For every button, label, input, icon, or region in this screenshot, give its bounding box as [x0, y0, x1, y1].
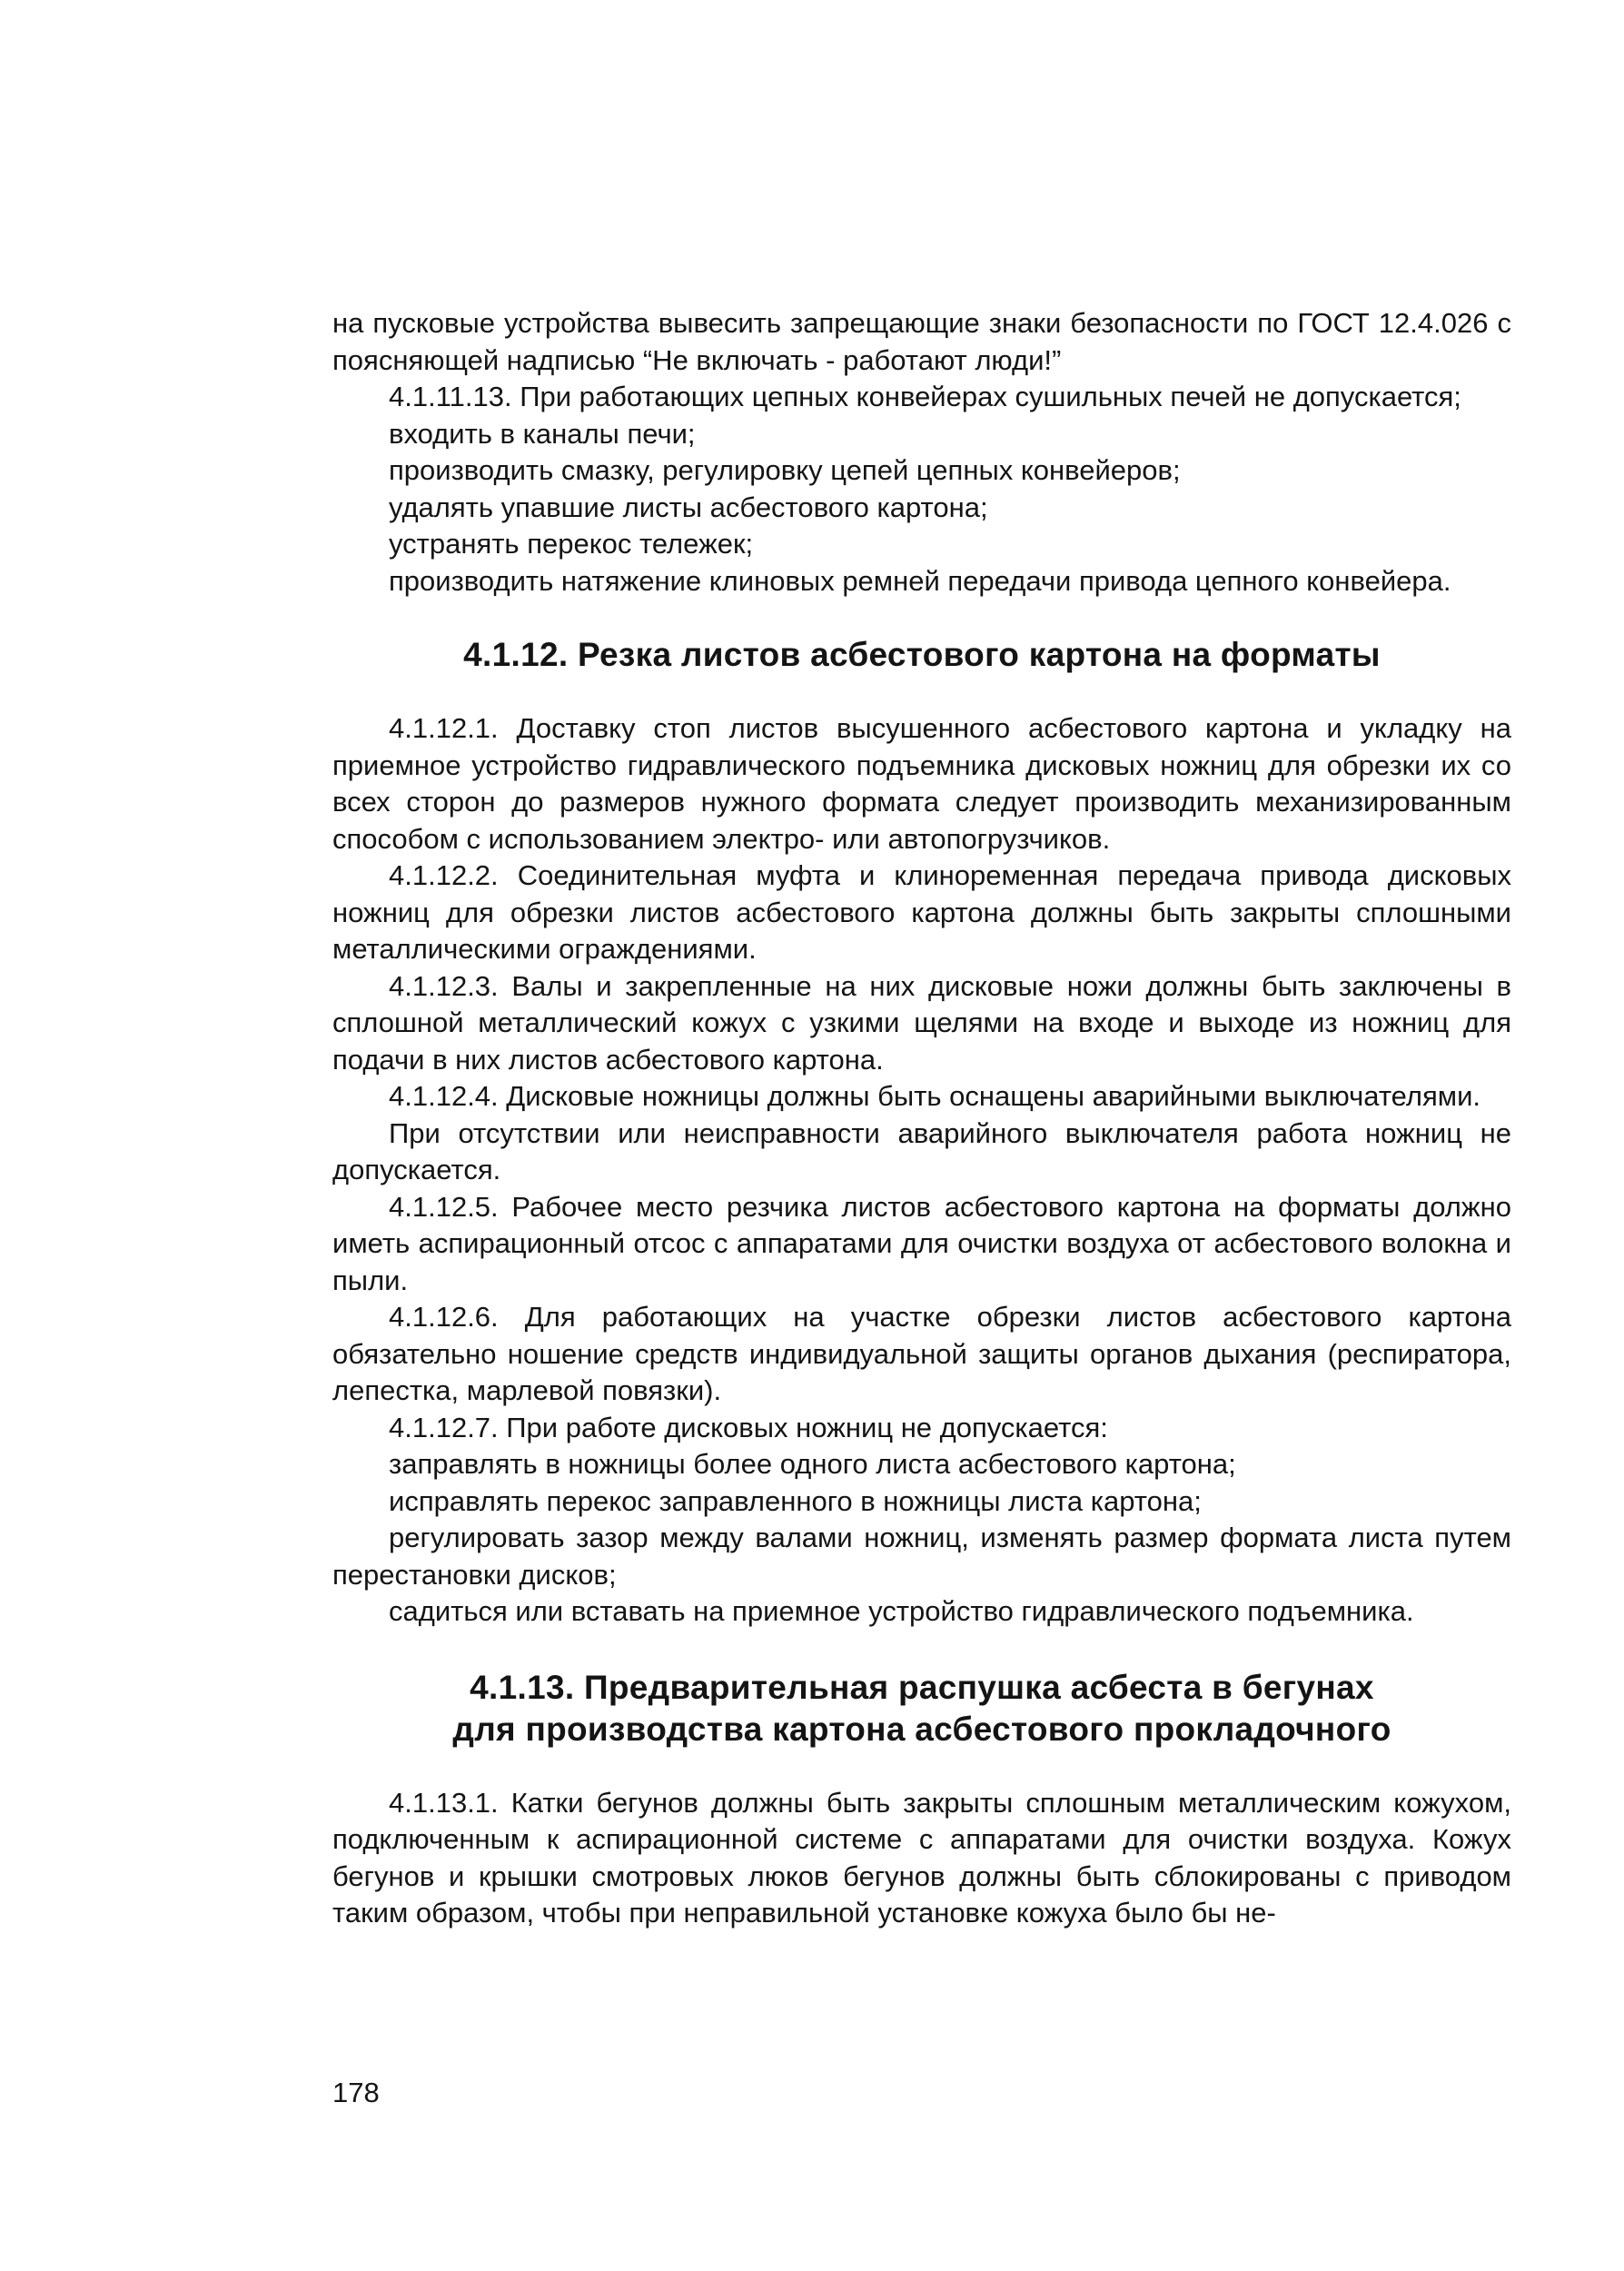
list-item: исправлять перекос заправленного в ножницы листа картона; — [389, 1484, 1202, 1517]
paragraph-continuation: на пусковые устройства вывесить запрещающие знаки безопасности по ГОСТ 12.4.026 с поясняющей надписью “Не включать - работают люди!” — [332, 307, 1511, 376]
page-number: 178 — [332, 2077, 380, 2108]
list-item: производить натяжение клиновых ремней передачи привода цепного конвейера. — [389, 564, 1451, 597]
list-item: регулировать зазор между валами ножниц, изменять размер формата листа путем перестановки дисков; — [332, 1522, 1511, 1591]
list-item: садиться или вставать на приемное устройство гидравлического подъемника. — [389, 1595, 1414, 1627]
paragraph-4-1-12-4: 4.1.12.4. Дисковые ножницы должны быть оснащены аварийными выключателями. — [389, 1080, 1480, 1112]
paragraph-4-1-11-13: 4.1.11.13. При работающих цепных конвейерах сушильных печей не допускается; — [389, 381, 1461, 412]
paragraph-4-1-12-2: 4.1.12.2. Соединительная муфта и клиноременная передача привода дисковых ножниц для обрезки листов асбестового картона должны быть закрыты сплошными металлическими ограждениями. — [332, 859, 1511, 965]
paragraph-4-1-12-1: 4.1.12.1. Доставку стоп листов высушенного асбестового картона и укладку на приемное устройство гидравлического подъемника дисковых ножниц для обрезки их со всех сторон до размеров нужного формата следует производить механизированным способом с использованием электро- или автопогрузчиков. — [332, 712, 1511, 855]
paragraph-note: При отсутствии или неисправности аварийного выключателя работа ножниц не допускается. — [332, 1116, 1511, 1185]
heading-line: 4.1.13. Предварительная распушка асбеста в бегунах — [470, 1668, 1374, 1706]
section-heading-4-1-13 — [332, 1667, 1511, 1750]
paragraph-4-1-12-3: 4.1.12.3. Валы и закрепленные на них дисковые ножи должны быть заключены в сплошной металлический кожух с узкими щелями на входе и выходе из ножниц для подачи в них листов асбестового картона. — [332, 969, 1511, 1076]
list-item: устранять перекос тележек; — [389, 528, 754, 560]
paragraph-4-1-12-5: 4.1.12.5. Рабочее место резчика листов асбестового картона на форматы должно иметь аспирационный отсос с аппаратами для очистки воздуха от асбестового волокна и пыли. — [332, 1190, 1511, 1296]
paragraph-4-1-13-1: 4.1.13.1. Катки бегунов должны быть закрыты сплошным металлическим кожухом, подключенным к аспирационной системе с аппаратами для очистки воздуха. Кожух бегунов и крышки смотровых люков бегунов должны быть сблокированы с приводом таким образом, чтобы при неправильной установке кожуха было бы не- — [332, 1786, 1511, 1929]
list-item: входить в каналы печи; — [389, 417, 696, 450]
paragraph-4-1-12-6: 4.1.12.6. Для работающих на участке обрезки листов асбестового картона обязательно ношение средств индивидуальной защиты органов дыхания (респиратора, лепестка, марлевой повязки). — [332, 1301, 1511, 1406]
paragraph-4-1-12-7: 4.1.12.7. При работе дисковых ножниц не допускается: — [389, 1411, 1108, 1443]
list-item: заправлять в ножницы более одного листа асбестового картона; — [389, 1448, 1236, 1480]
section-heading-4-1-12: 4.1.12. Резка листов асбестового картона на форматы — [463, 636, 1381, 673]
list-item: производить смазку, регулировку цепей цепных конвейеров; — [389, 454, 1181, 486]
page-body — [332, 305, 1511, 2122]
list-item: удалять упавшие листы асбестового картона; — [389, 491, 988, 523]
heading-line: для производства картона асбестового прокладочного — [452, 1710, 1391, 1748]
